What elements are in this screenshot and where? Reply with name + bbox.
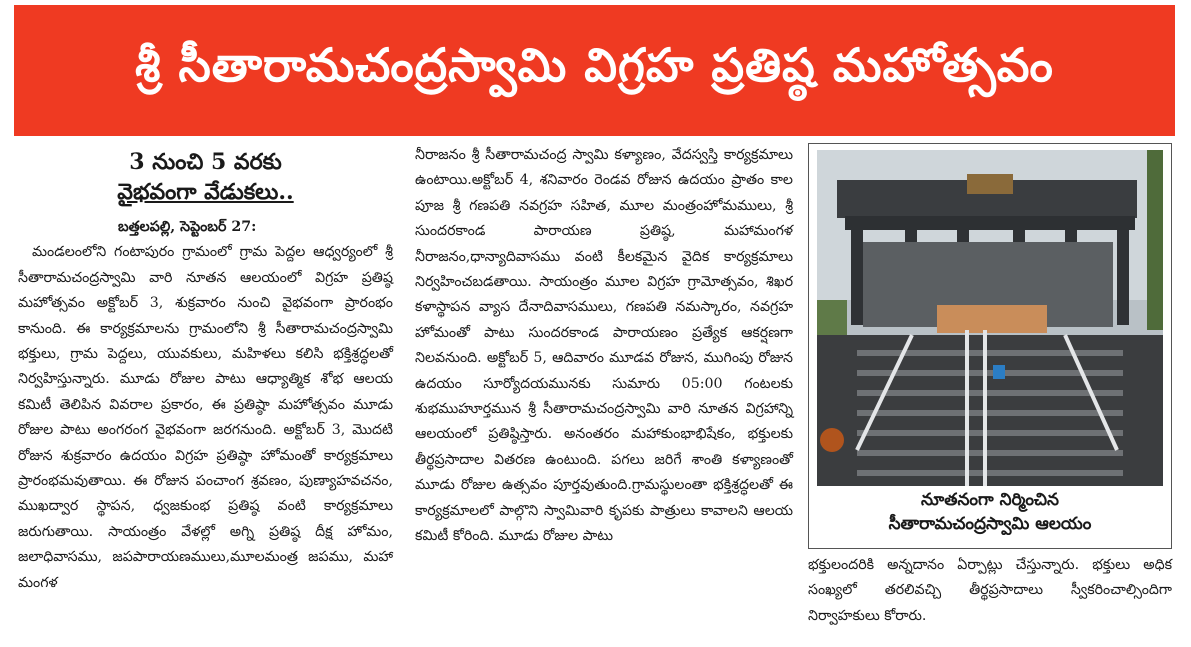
subheadline [18, 147, 393, 207]
subheadline-line1: 3 నుంచి 5 వరకు [129, 149, 282, 175]
article-text-1: మండలంలోని గంటాపురం గ్రామంలో గ్రామ పెద్దల ఆధ్వర్యంలో శ్రీ సీతారామచంద్రస్వామి వారి నూతన ఆలయంలో విగ్రహ ప్రతిష్ఠ మహోత్సవం అక్టోబర్ 3, శుక్రవారం నుంచి వైభవంగా ప్రారంభం కానుంది. ఈ కార్యక్రమాలను గ్రామంలోని శ్రీ సీతారామచంద్రస్వామి భక్తులు, గ్రామ పెద్దలు, యువకులు, మహిళలు కలిసి భక్తిశ్రద్ధలతో నిర్వహిస్తున్నారు. మూడు రోజుల పాటు ఆధ్యాత్మిక శోభ ఆలయ కమిటీ తెలిపిన వివరాల ప్రకారం, ఈ ప్రతిష్ఠా మహోత్సవం మూడు రోజుల పాటు అంగరంగ వైభవంగా జరగనుంది. అక్టోబర్ 3, మొదటి రోజున శుక్రవారం ఉదయం విగ్రహ ప్రతిష్ఠా హోమంతో కార్యక్రమాలు ప్రారంభమవుతాయి. ఈ రోజున పంచాంగ శ్రవణం, పుణ్యాహవచనం, ముఖద్వార స్థాపన, ధ్వజకుంభ ప్రతిష్ఠ వంటి కార్యక్రమాలు జరుగుతాయి. సాయంత్రం వేళల్లో అగ్ని ప్రతిష్ఠ దీక్ష హోమం, జలాధివాసము, జపపారాయణములు,మూలమంత్ర జపము, మహా మంగళ [18, 244, 393, 591]
photo-caption-line1: నూతనంగా నిర్మించిన [920, 490, 1059, 510]
photo-caption-line2: సీతారామచంద్రస్వామి ఆలయం [888, 514, 1092, 534]
dateline: బత్తలపల్లి, సెప్టెంబర్ 27: [118, 219, 257, 235]
headline-banner [14, 5, 1175, 136]
photo-caption [809, 488, 1171, 536]
temple-photo [817, 150, 1163, 486]
headline-title: శ్రీ సీతారామచంద్రస్వామి విగ్రహ ప్రతిష్ఠ మహోత్సవం [135, 37, 1054, 92]
article-column-2 [415, 143, 793, 550]
article-column-3 [808, 553, 1172, 629]
article-text-3: భక్తులందరికి అన్నదానం ఏర్పాట్లు చేస్తున్నారు. భక్తులు అధిక సంఖ్యలో తరలివచ్చి తీర్థప్రసాదాలు స్వీకరించాల్సిందిగా నిర్వాహకులు కోరారు. [808, 557, 1172, 624]
article-text-2: నీరాజనం శ్రీ సీతారామచంద్ర స్వామి కళ్యాణం, వేదస్వస్తి కార్యక్రమాలు ఉంటాయి.అక్టోబర్ 4, శనివారం రెండవ రోజున ఉదయం ప్రాతం కాల పూజ శ్రీ గణపతి నవగ్రహ సహిత, మూల మంత్రంహోమములు, శ్రీ సుందరకాండ పారాయణ ప్రతిష్ఠ, మహామంగళ నీరాజనం,ధాన్యాదివాసము వంటి కీలకమైన వైదిక కార్యక్రమాలు నిర్వహించబడతాయి. సాయంత్రం మూల విగ్రహ గ్రామోత్సవం, శిఖర కళాస్థాపన వ్యాస దేనాదివాసములు, గణపతి నమస్కారం, నవగ్రహ హోమంతో పాటు సుందరకాండ పారాయణం ప్రత్యేక ఆకర్షణగా నిలవనుంది. అక్టోబర్ 5, ఆదివారం మూడవ రోజున, ముగింపు రోజున ఉదయం సూర్యోదయమునకు సుమారు 05:00 గంటలకు శుభముహూర్తమున శ్రీ సీతారామచంద్రస్వామి వారి నూతన విగ్రహాన్ని ఆలయంలో ప్రతిష్ఠిస్తారు. అనంతరం మహాకుంభాభిషేకం, భక్తులకు తీర్థప్రసాదాల వితరణ ఉంటుంది. పగలు జరిగే శాంతి కళ్యాణంతో మూడు రోజుల ఉత్సవం పూర్తవుతుంది.గ్రామస్థులంతా భక్తిశ్రద్ధలతో ఈ కార్యక్రమాలలో పాల్గొని స్వామివారి కృపకు పాత్రులు కావాలని ఆలయ కమిటీ కోరింది. మూడు రోజుల పాటు [415, 147, 793, 545]
article-column-1 [18, 147, 393, 596]
photo-frame [808, 143, 1172, 549]
subheadline-line2: వైభవంగా వేడుకలు.. [117, 179, 294, 205]
